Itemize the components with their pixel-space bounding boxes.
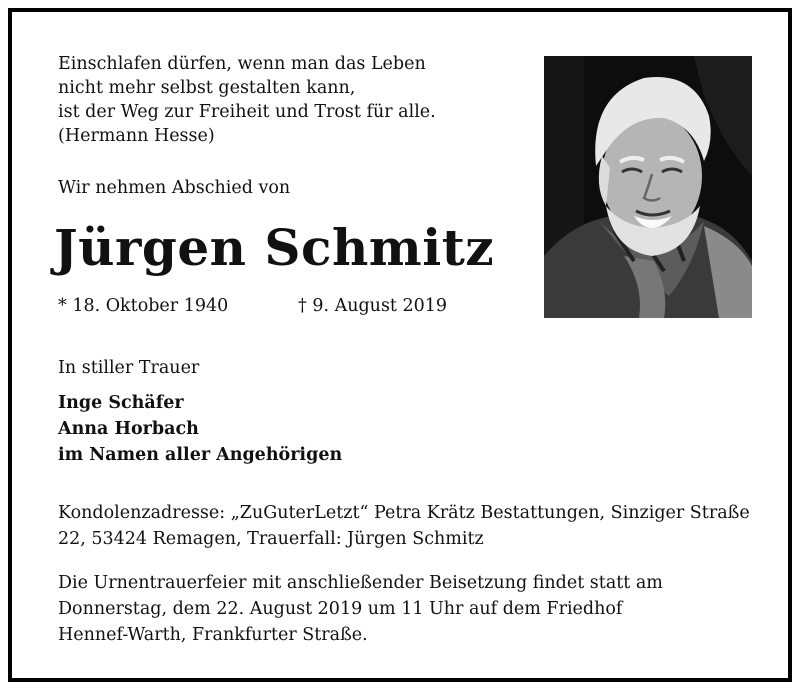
- condolence-address: [58, 500, 758, 552]
- condolence-line-1: Kondolenzadresse: „ZuGuterLetzt“ Petra Krätz Bestattungen, Sinziger Straße: [58, 503, 750, 523]
- quote-line-2: nicht mehr selbst gestalten kann,: [58, 78, 356, 98]
- mourning-intro: In stiller Trauer: [58, 358, 200, 378]
- deceased-name: Jürgen Schmitz: [54, 218, 495, 277]
- ceremony-line-3: Hennef-Warth, Frankfurter Straße.: [58, 625, 368, 645]
- condolence-line-2: 22, 53424 Remagen, Trauerfall: Jürgen Schmitz: [58, 529, 484, 549]
- quote-line-1: Einschlafen dürfen, wenn man das Leben: [58, 54, 426, 74]
- farewell-intro: Wir nehmen Abschied von: [58, 178, 291, 198]
- ceremony-info: [58, 570, 758, 648]
- mourner-3: im Namen aller Angehörigen: [58, 445, 343, 465]
- mourner-2: Anna Horbach: [58, 419, 199, 439]
- birth-date: * 18. Oktober 1940: [58, 296, 229, 316]
- mourner-1: Inge Schäfer: [58, 393, 184, 413]
- hesse-quote: [58, 52, 436, 148]
- quote-line-3: ist der Weg zur Freiheit und Trost für alle.: [58, 102, 436, 122]
- obituary-frame: [8, 8, 792, 682]
- quote-author: (Hermann Hesse): [58, 126, 215, 146]
- ceremony-line-1: Die Urnentrauerfeier mit anschließender Beisetzung findet statt am: [58, 573, 663, 593]
- death-date: † 9. August 2019: [298, 296, 448, 316]
- mourners-list: [58, 390, 342, 468]
- portrait-photo: [544, 56, 752, 318]
- ceremony-line-2: Donnerstag, dem 22. August 2019 um 11 Uhr auf dem Friedhof: [58, 599, 623, 619]
